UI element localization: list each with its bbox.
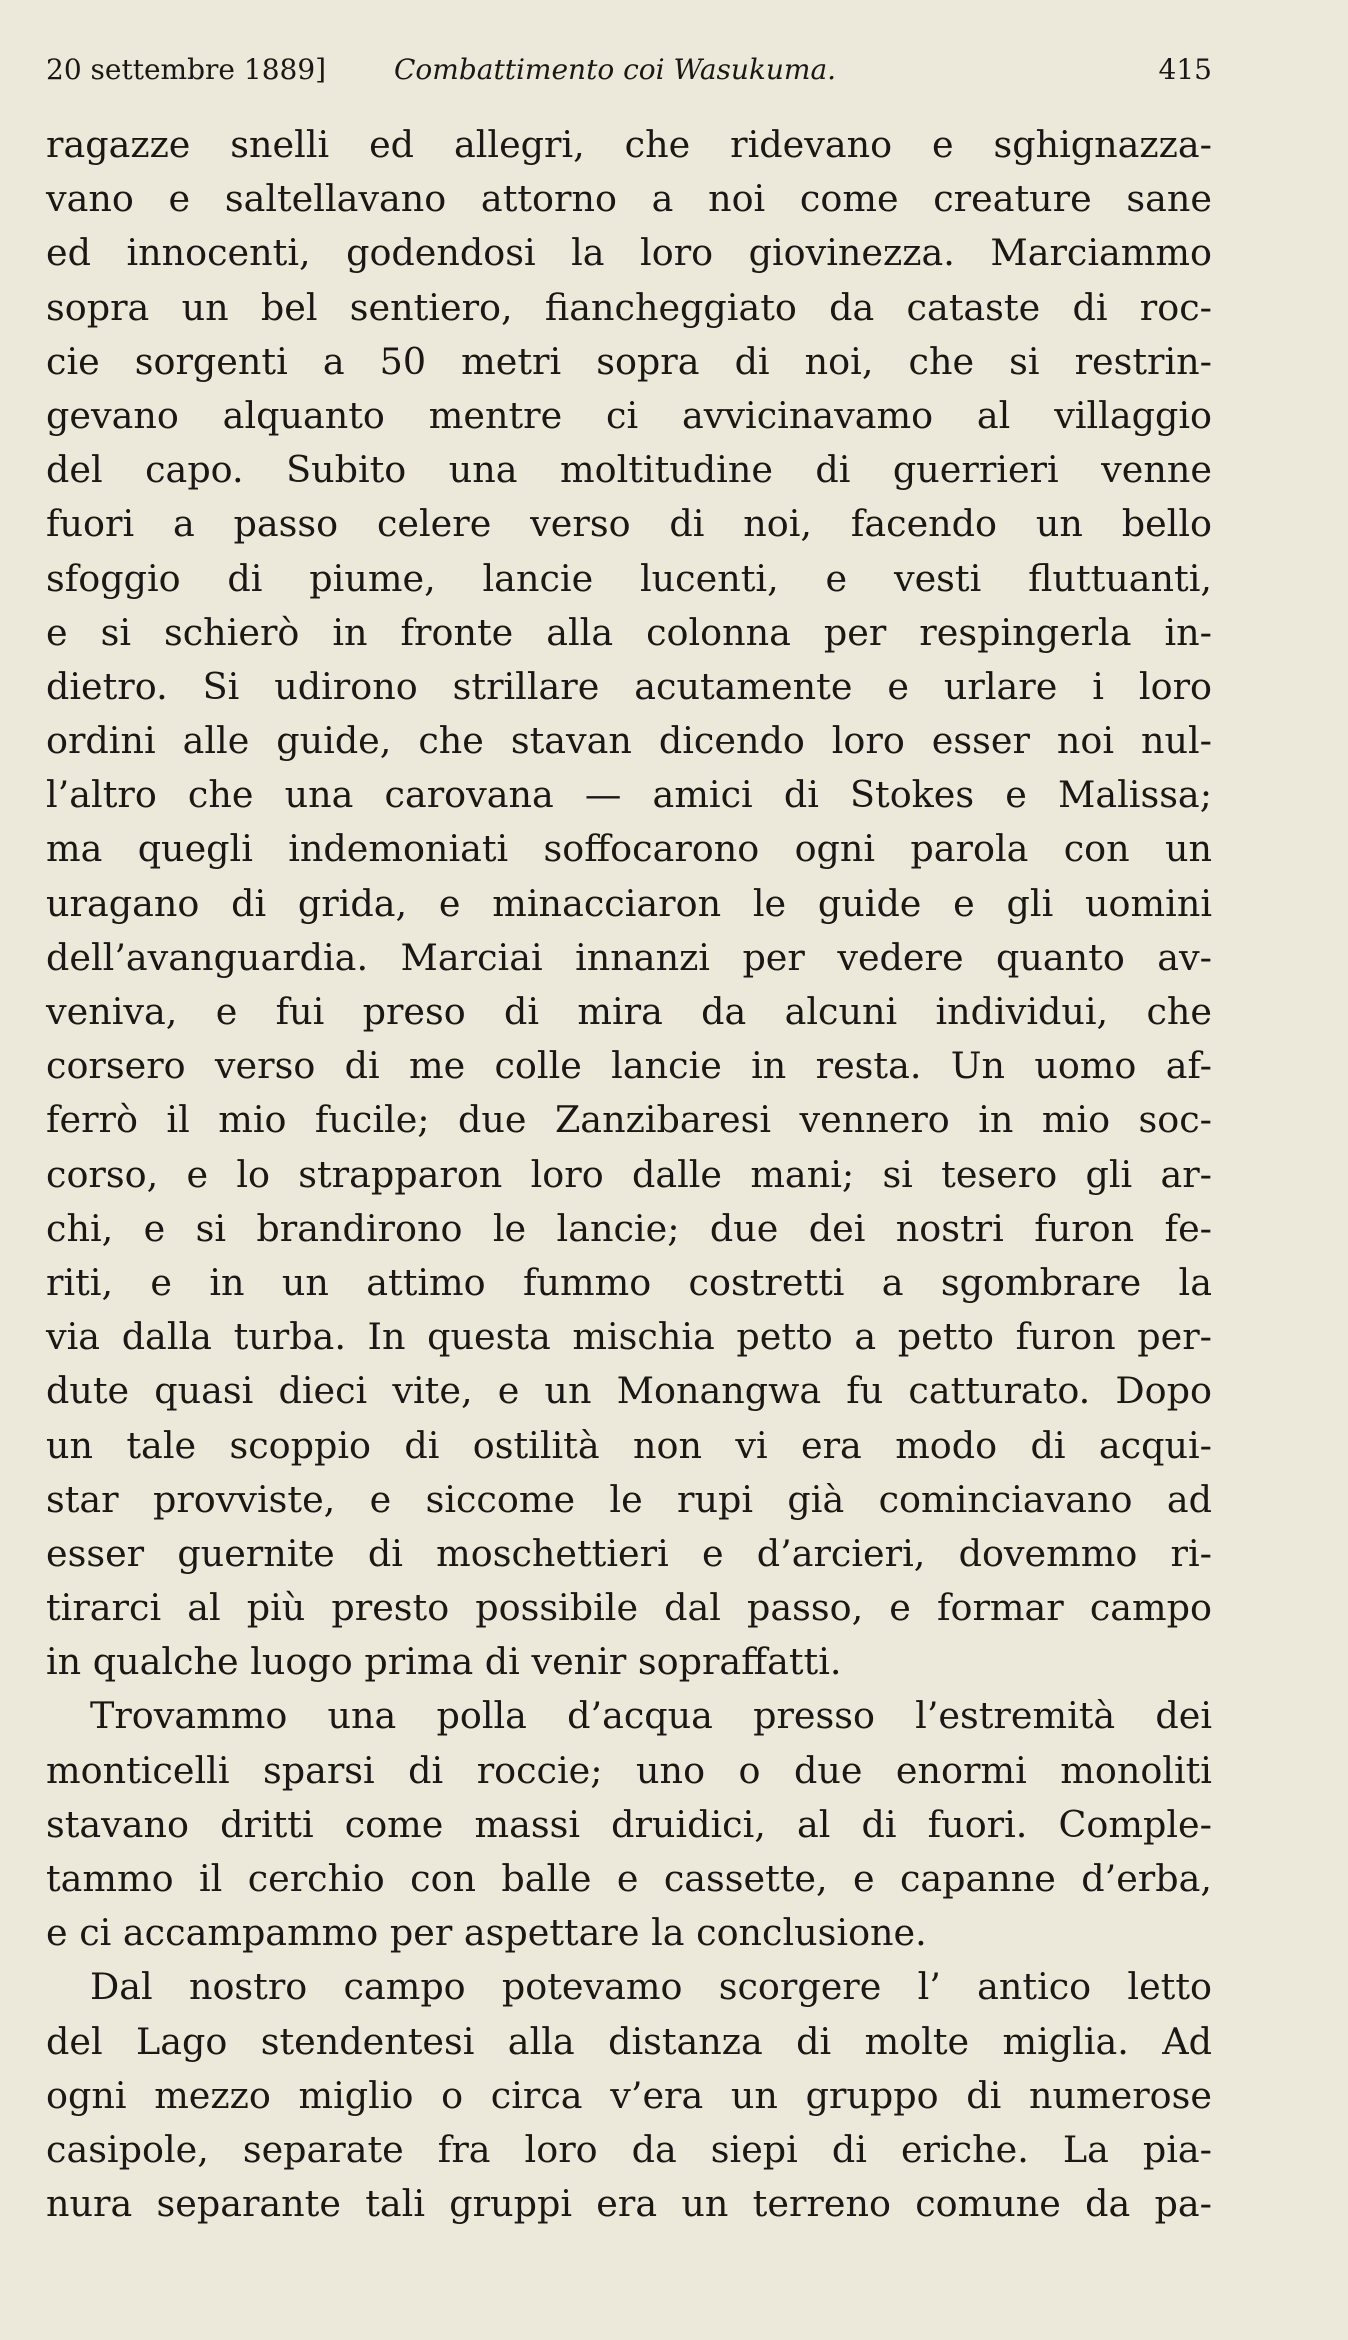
text-line: tammo il cerchio con balle e cassette, e capanne d’erba,: [46, 1857, 1212, 1900]
text-line: e si schierò in fronte alla colonna per respingerla in-: [46, 610, 1212, 654]
header-title: Combattimento coi Wasukuma.: [394, 53, 837, 86]
text-line: casipole, separate fra loro da siepi di eriche. La pia-: [46, 2127, 1212, 2171]
text-line: ragazze snelli ed allegri, che ridevano e sghignazza-: [46, 123, 1212, 166]
text-line: fuori a passo celere verso di noi, facendo un bello: [46, 502, 1212, 546]
text-line: chi, e si brandirono le lancie; due dei nostri furon fe-: [46, 1206, 1212, 1250]
text-line: in qualche luogo prima di venir sopraffatti.: [46, 1640, 842, 1684]
text-line: ogni mezzo miglio o circa v’era un gruppo di numerose: [46, 2073, 1212, 2117]
text-line: stavano dritti come massi druidici, al di fuori. Comple-: [46, 1802, 1212, 1846]
text-line: dute quasi dieci vite, e un Monangwa fu catturato. Dopo: [46, 1369, 1212, 1413]
text-line: Dal nostro campo potevamo scorgere l’ antico letto: [90, 1965, 1212, 2009]
text-line: l’altro che una carovana — amici di Stokes e Malissa;: [46, 773, 1212, 817]
page-number: 415: [1158, 53, 1212, 86]
text-line: star provviste, e siccome le rupi già cominciavano ad: [46, 1477, 1212, 1521]
text-line: nura separante tali gruppi era un terreno comune da pa-: [46, 2182, 1212, 2226]
text-line: corsero verso di me colle lancie in resta. Un uomo af-: [46, 1044, 1212, 1088]
text-line: veniva, e fui preso di mira da alcuni individui, che: [46, 990, 1212, 1033]
text-line: ordini alle guide, che stavan dicendo loro esser noi nul-: [46, 719, 1212, 763]
text-line: e ci accampammo per aspettare la conclusione.: [46, 1911, 927, 1955]
text-line: gevano alquanto mentre ci avvicinavamo al villaggio: [46, 393, 1212, 437]
text-line: ma quegli indemoniati soffocarono ogni parola con un: [46, 827, 1212, 871]
text-line: tirarci al più presto possibile dal passo, e formar campo: [46, 1586, 1212, 1630]
text-line: sopra un bel sentiero, fiancheggiato da cataste di roc-: [46, 285, 1212, 329]
text-line: sfoggio di piume, lancie lucenti, e vesti fluttuanti,: [46, 556, 1212, 600]
text-line: monticelli sparsi di roccie; uno o due enormi monoliti: [46, 1748, 1212, 1792]
text-line: Trovammo una polla d’acqua presso l’estremità dei: [90, 1694, 1212, 1738]
text-line: corso, e lo strapparon loro dalle mani; si tesero gli ar-: [46, 1152, 1212, 1196]
text-line: ferrò il mio fucile; due Zanzibaresi vennero in mio soc-: [46, 1098, 1212, 1142]
text-line: dell’avanguardia. Marciai innanzi per vedere quanto av-: [46, 935, 1212, 979]
text-line: via dalla turba. In questa mischia petto a petto furon per-: [46, 1315, 1212, 1359]
text-line: del capo. Subito una moltitudine di guerrieri venne: [46, 448, 1212, 492]
text-line: riti, e in un attimo fummo costretti a sgombrare la: [46, 1260, 1212, 1304]
text-line: ed innocenti, godendosi la loro giovinezza. Marciammo: [46, 231, 1212, 275]
text-line: uragano di grida, e minacciaron le guide e gli uomini: [46, 881, 1212, 925]
text-line: vano e saltellavano attorno a noi come creature sane: [46, 177, 1212, 221]
text-line: del Lago stendentesi alla distanza di molte miglia. Ad: [46, 2019, 1212, 2063]
text-line: esser guernite di moschettieri e d’arcieri, dovemmo ri-: [46, 1531, 1212, 1575]
running-head: [46, 50, 1212, 90]
header-date: 20 settembre 1889]: [46, 53, 327, 86]
text-line: un tale scoppio di ostilità non vi era modo di acqui-: [46, 1423, 1212, 1467]
text-line: cie sorgenti a 50 metri sopra di noi, che si restrin-: [46, 339, 1212, 383]
text-line: dietro. Si udirono strillare acutamente e urlare i loro: [46, 664, 1212, 708]
body-text: [46, 118, 1212, 2231]
